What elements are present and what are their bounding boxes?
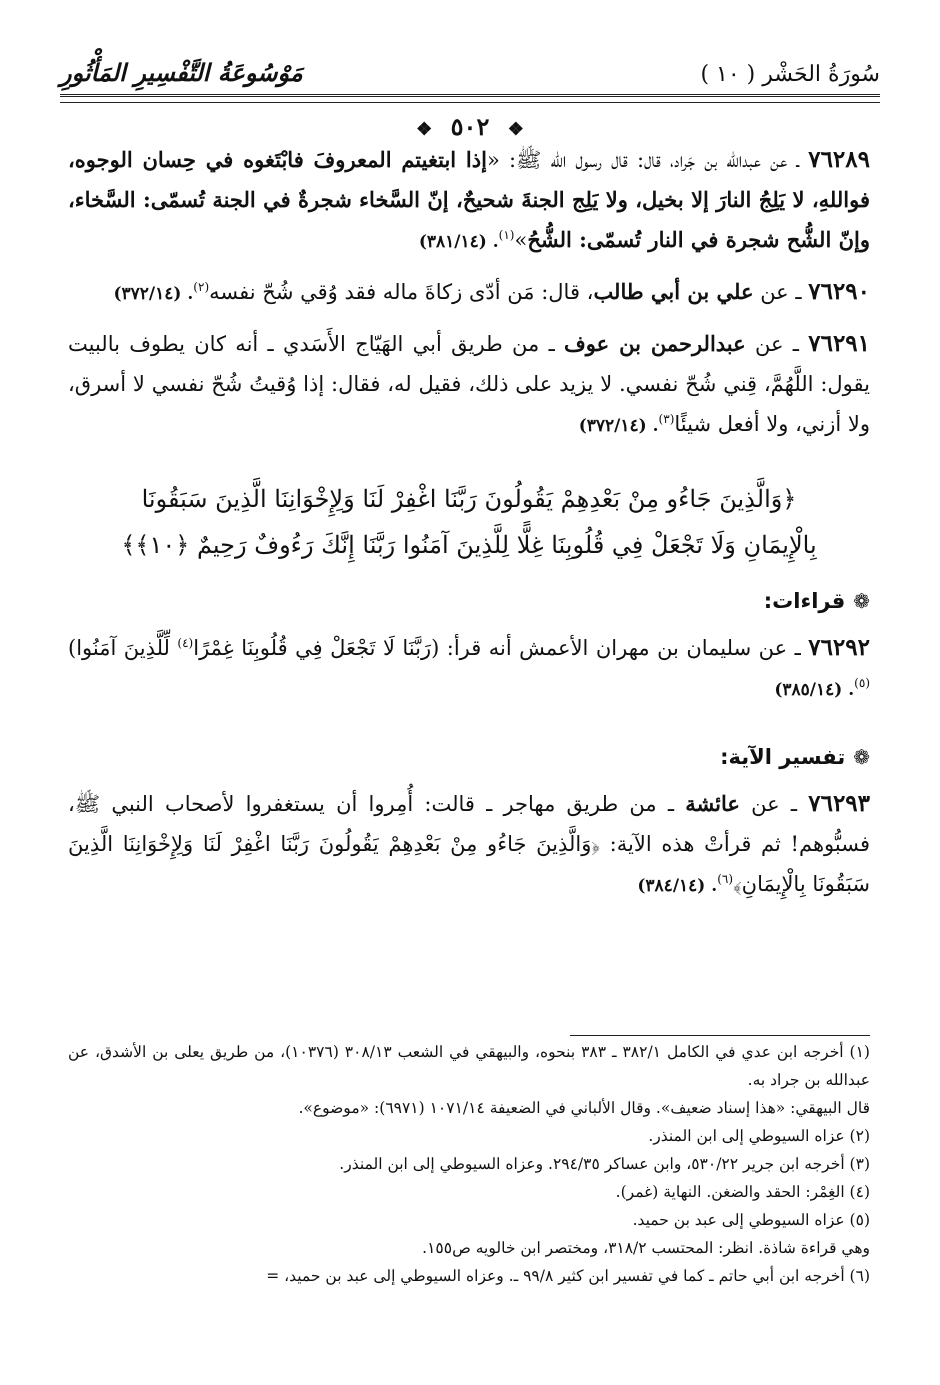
volume-reference: . (٣٨٤/١٤) — [637, 876, 718, 896]
footnote-3: (٣) أخرجه ابن جرير ٥٣٠/٢٢، وابن عساكر ٢٩٤/٣٥. وعزاه السيوطي إلى ابن المنذر. — [339, 1155, 870, 1173]
section-heading-qiraat — [68, 584, 870, 618]
footnote-marker: (٢) — [193, 280, 210, 294]
narration-76291 — [68, 324, 870, 446]
footnote-6: (٦) أخرجه ابن أبي حاتم ـ كما في تفسير ابن كثير ٩٩/٨ ـ. وعزاه السيوطي إلى عبد بن حميد، = — [266, 1267, 870, 1285]
verse-reference: ( ١٠ ) — [700, 62, 756, 87]
main-text — [68, 140, 870, 906]
narrator-name: علي بن أبي طالب — [593, 279, 754, 304]
heading-label: قراءات: — [763, 589, 846, 613]
narrator-name: عائشة — [685, 791, 740, 816]
footnote-rule — [570, 1035, 870, 1036]
volume-reference: . (٣٧٢/١٤) — [578, 416, 659, 436]
flower-ornament-icon: ❁ — [853, 589, 870, 613]
quote-close: » — [514, 228, 528, 252]
flower-ornament-icon: ❁ — [853, 745, 870, 769]
header-rule-thin — [60, 102, 880, 103]
volume-reference: . (٣٧٢/١٤) — [113, 284, 194, 304]
reading-text: رَبَّنَا لَا تَجْعَلْ فِي قُلُوبِنَا غِمْرًا — [193, 636, 432, 660]
footnotes — [68, 1038, 870, 1290]
narration-lead: ـ عن عبدالله بن جَراد، قال: قال رسول الله ﷺ: « — [486, 148, 809, 172]
footnote-2: (٢) عزاه السيوطي إلى ابن المنذر. — [648, 1127, 870, 1145]
heading-label: تفسير الآية: — [720, 745, 846, 769]
footnote-1: (١) أخرجه ابن عدي في الكامل ٣٨٢/١ ـ ٣٨٣ بنحوه، والبيهقي في الشعب ٣٠٨/١٣ (١٠٣٧٦)، من طريق يعلى بن الأشدق، عن عبدالله بن جراد به. — [68, 1043, 870, 1089]
narration-lead: ـ عن — [745, 332, 809, 356]
narration-number: ٧٦٢٩١ — [808, 330, 871, 357]
ornament-icon: ❖ — [507, 119, 524, 140]
verse-line-2: بِالْإِيمَانِ وَلَا تَجْعَلْ فِي قُلُوبِنَا غِلًّا لِلَّذِينَ آمَنُوا رَبَّنَا إِنَّكَ رَءُوفٌ رَحِيمٌ ﴿١٠﴾﴾ — [121, 531, 817, 559]
page-number-row — [60, 112, 880, 141]
narration-text: ، قال: مَن أدّى زكاةَ ماله فقد وُقي شُحّ نفسه — [209, 280, 594, 304]
volume-reference: . (٣٨٥/١٤) — [774, 680, 855, 700]
footnote-marker: (٣) — [658, 412, 675, 426]
narration-lead: ـ عن سليمان بن مهران الأعمش أنه قرأ: ( — [431, 636, 809, 660]
narration-76289 — [68, 140, 870, 262]
footnote-marker: (٥) — [854, 676, 870, 690]
narration-number: ٧٦٢٨٩ — [808, 146, 870, 173]
section-heading-tafsir — [68, 740, 870, 774]
footnote-marker: (٦) — [717, 872, 734, 886]
narration-number: ٧٦٢٩٢ — [808, 634, 870, 661]
narration-76293 — [68, 784, 870, 906]
narration-76290 — [68, 272, 870, 314]
volume-reference: . (٣٨١/١٤) — [418, 232, 499, 252]
verse-line-1: ﴿وَالَّذِينَ جَاءُو مِنْ بَعْدِهِمْ يَقُولُونَ رَبَّنَا اغْفِرْ لَنَا وَلِإِخْوَانِنَا الَّذِينَ سَبَقُونَا — [141, 485, 797, 513]
narration-lead: ـ عن — [739, 792, 809, 816]
footnote-5-cont: وهي قراءة شاذة. انظر: المحتسب ٣١٨/٢، ومختصر ابن خالويه ص١٥٥. — [422, 1239, 870, 1257]
header-rule — [60, 94, 880, 97]
footnote-5: (٥) عزاه السيوطي إلى عبد بن حميد. — [632, 1211, 870, 1229]
page-header — [60, 52, 880, 141]
book-title: مَوْسُوعَةُ التَّفْسِيرِ المَأْثُورِ — [60, 58, 303, 87]
reading-text-end: لِّلَّذِينَ آمَنُوا) — [68, 636, 178, 660]
footnote-marker: (٤) — [177, 636, 194, 650]
narration-number: ٧٦٢٩٣ — [808, 790, 871, 817]
narration-76292 — [68, 628, 870, 710]
narrator-name: عبدالرحمن بن عوف — [564, 331, 746, 356]
quran-verse — [98, 476, 840, 568]
narration-number: ٧٦٢٩٠ — [808, 278, 870, 305]
narration-text: ـ من طريق أبي الهَيّاج الأَسَدي ـ أنه كان يطوف بالبيت يقول: اللَّهُمَّ، قِني شُحّ نفسي. لا يزيد على ذلك، فقيل له، فقال: إذا وُقيتُ شُحّ نفسي لا أسرق، ولا أزني، ولا أفعل شيئًا — [68, 332, 870, 436]
header-surah — [700, 62, 880, 87]
narration-text: ـ من طريق مهاجر ـ قالت: أُمِروا أن يستغفروا لأصحاب النبي ﷺ، فسبُّوهم! ثم قرأتْ هذه الآية: ﴿وَالَّذِينَ جَاءُو مِنْ بَعْدِهِمْ يَقُولُونَ رَبَّنَا اغْفِرْ لَنَا وَلِإِخْوَانِنَا الَّذِينَ سَبَقُونَا بِالْإِيمَانِ﴾ — [68, 792, 870, 896]
page-number: ٥٠٢ — [450, 112, 490, 141]
ornament-icon: ❖ — [416, 119, 433, 140]
footnote-1-cont: قال البيهقي: «هذا إسناد ضعيف». وقال الألباني في الضعيفة ١٠٧١/١٤ (٦٩٧١): «موضوع». — [298, 1099, 870, 1117]
narration-quote: إذا ابتغيتم المعروفَ فابْتَغوه في حِسان الوجوه، فواللهِ، لا يَلِجُ النارَ إلا بخيل، ولا يَلِج الجنةَ شحيحٌ، إنّ السَّخاء شجرةٌ في الجنة تُسمّى: السَّخاء، وإنّ الشُّح شجرة في النار تُسمّى: الشُّحُ — [68, 147, 870, 252]
surah-name: سُورَةُ الحَشْر — [762, 62, 880, 87]
footnote-4: (٤) الغِمْر: الحقد والضغن. النهاية (غمر). — [615, 1183, 870, 1201]
footnote-marker: (١) — [498, 228, 515, 242]
narration-lead: ـ عن — [753, 280, 809, 304]
